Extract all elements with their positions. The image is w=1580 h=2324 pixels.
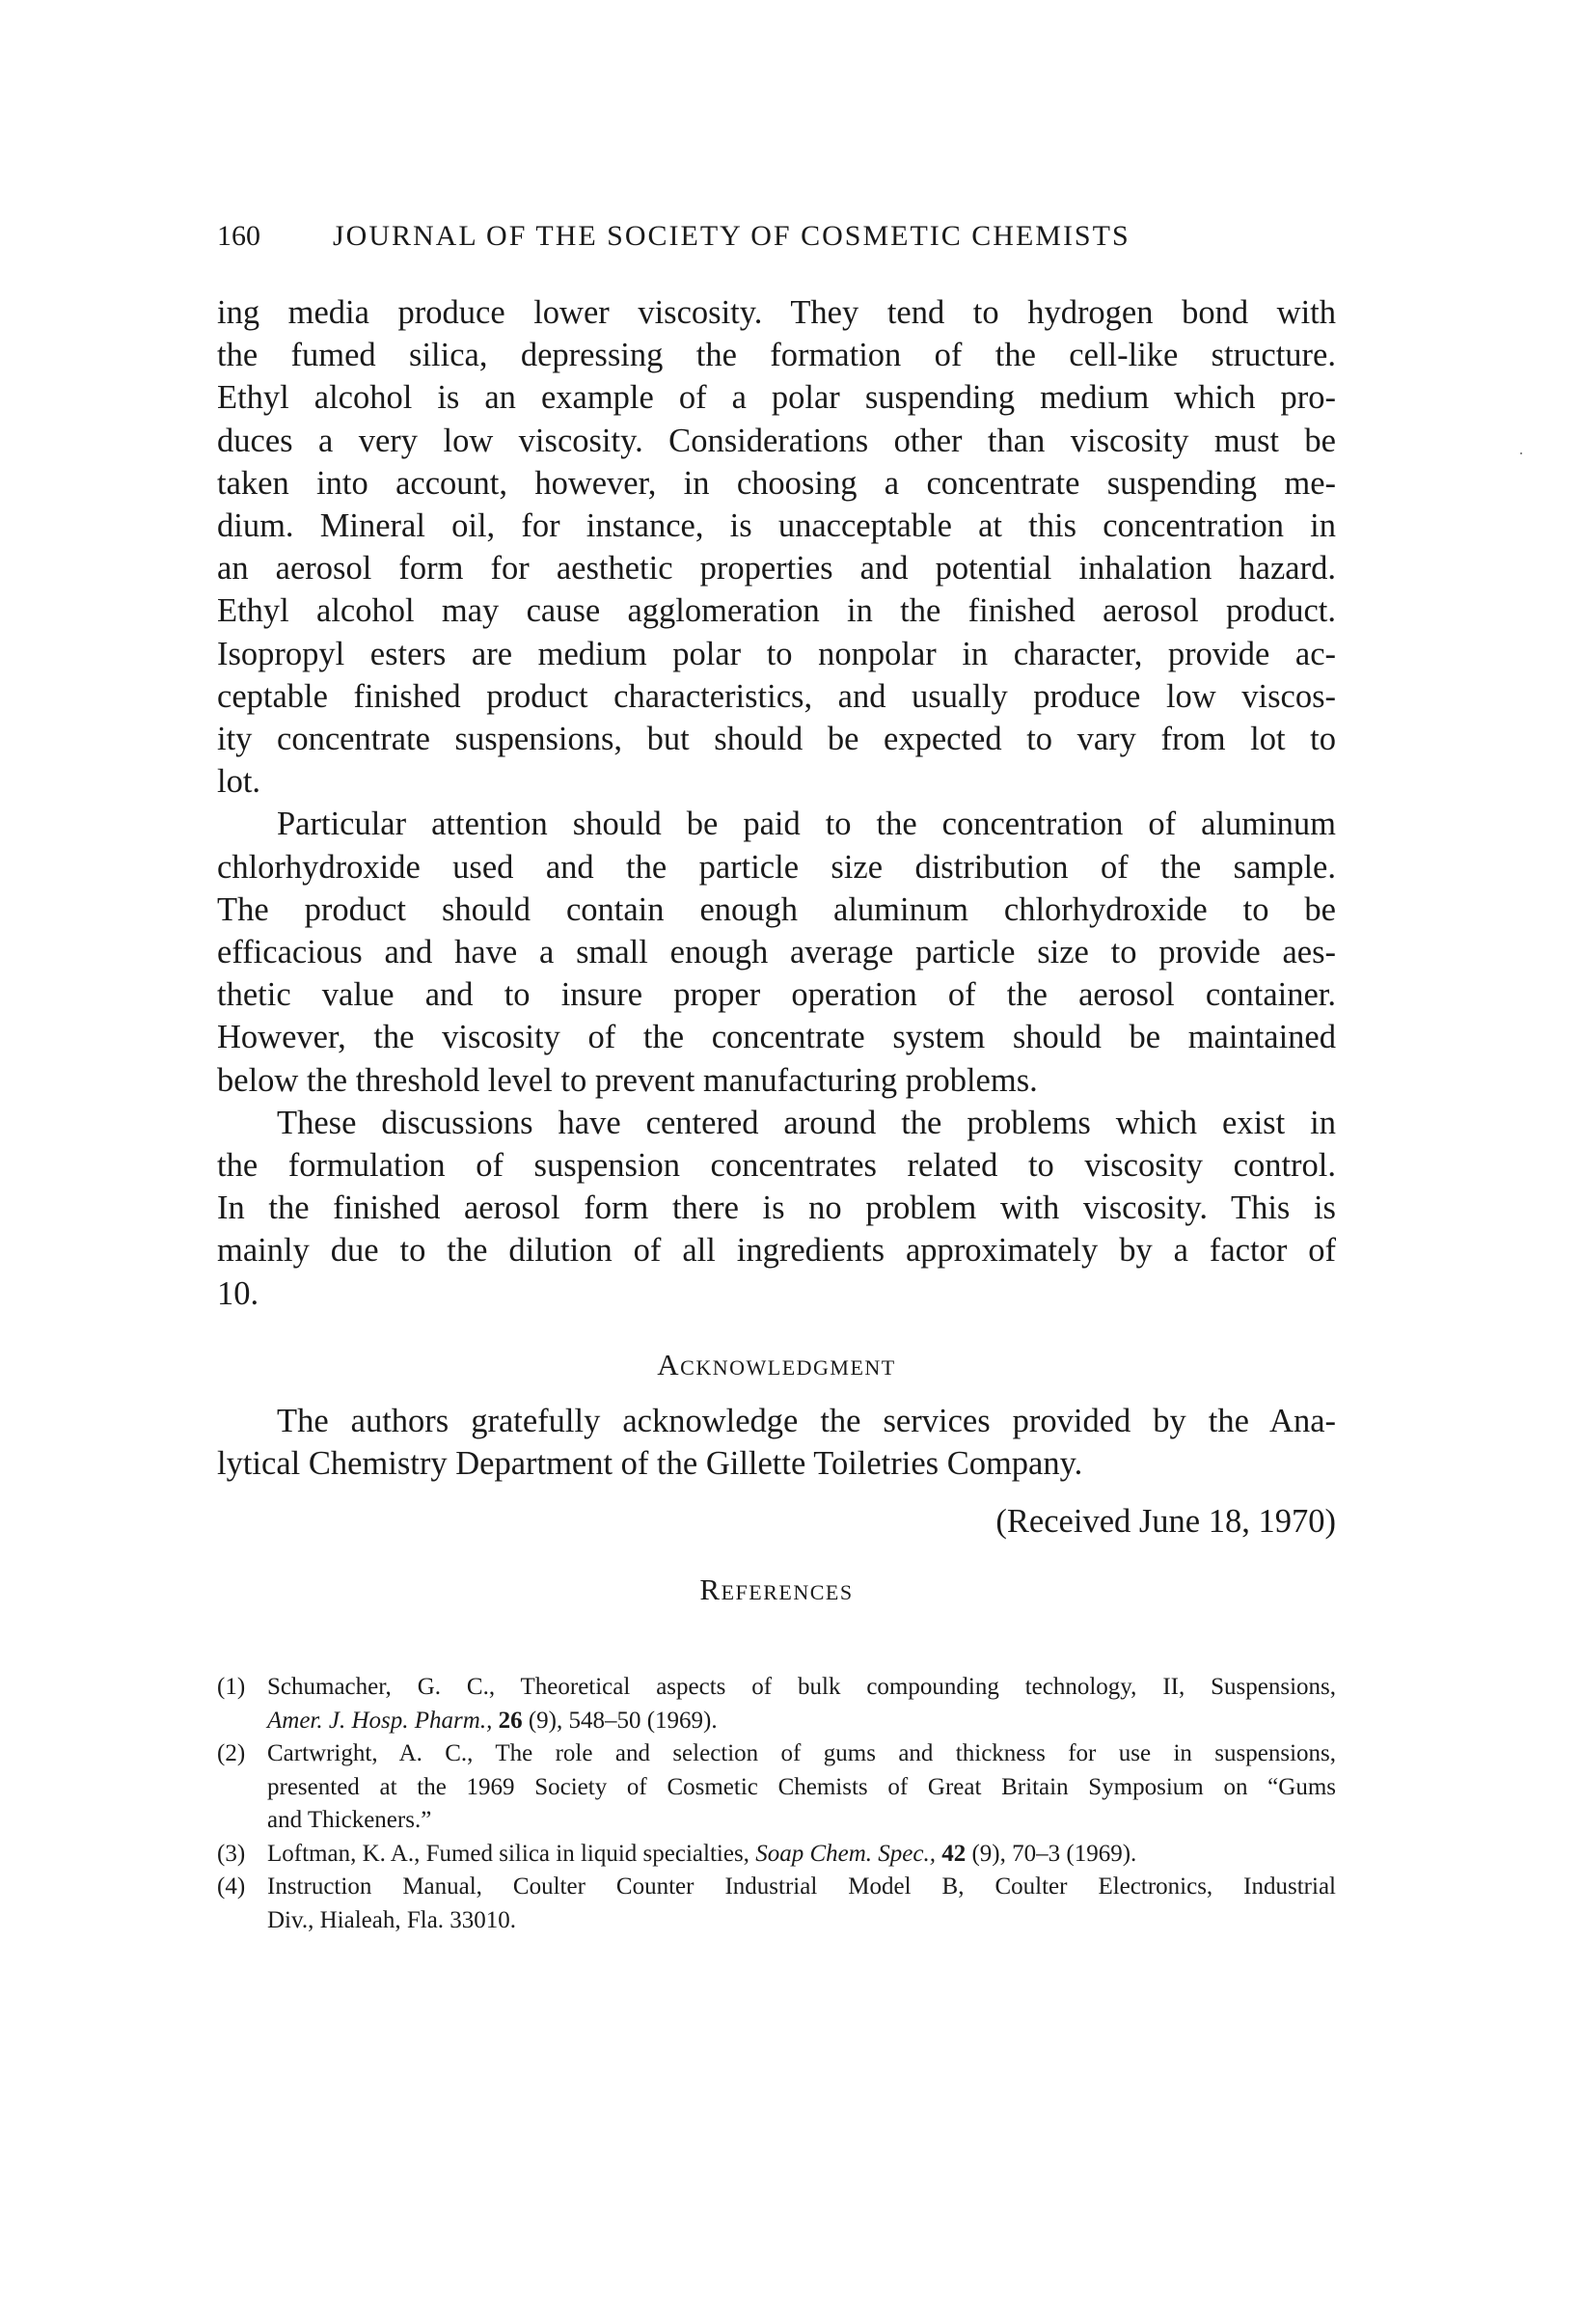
text-line: Ethyl alcohol may cause agglomeration in the finished aerosol product. — [217, 592, 1336, 630]
journal-name: Amer. J. Hosp. Pharm., — [267, 1707, 493, 1734]
text-line: efficacious and have a small enough average particle size to provide aes- — [217, 934, 1336, 971]
reference-text: Div., Hialeah, Fla. 33010. — [267, 1906, 517, 1933]
references-list — [217, 1671, 1336, 1937]
page-number: 160 — [217, 220, 260, 252]
text-line: duces a very low viscosity. Considerations other than viscosity must be — [217, 422, 1336, 459]
text-line: Isopropyl esters are medium polar to nonpolar in character, provide ac- — [217, 635, 1336, 672]
volume: 42 — [941, 1840, 967, 1867]
citation-rest: (9), 548–50 (1969). — [522, 1707, 718, 1734]
paragraph-1 — [217, 291, 1336, 803]
text-line: taken into account, however, in choosing a concentrate suspending me- — [217, 464, 1336, 502]
reference-citation — [267, 1838, 1336, 1872]
journal-title: JOURNAL OF THE SOCIETY OF COSMETIC CHEMISTS — [333, 220, 1131, 252]
text-line: These discussions have centered around the problems which exist in — [277, 1104, 1336, 1141]
reference-item — [217, 1671, 1336, 1737]
text-line: In the finished aerosol form there is no problem with viscosity. This is — [217, 1189, 1336, 1227]
text-line: below the threshold level to prevent manufacturing problems. — [217, 1061, 1038, 1099]
text-line: lot. — [217, 763, 261, 801]
text-line: 10. — [217, 1274, 259, 1312]
reference-text: presented at the 1969 Society of Cosmetic Chemists of Great Britain Symposium on “Gums — [267, 1773, 1336, 1800]
acknowledgment-heading: Acknowledgment — [657, 1347, 896, 1381]
references-heading: References — [699, 1572, 854, 1606]
reference-citation — [267, 1705, 1336, 1738]
reference-text: Cartwright, A. C., The role and selection of gums and thickness for use in suspensions, — [267, 1740, 1336, 1766]
reference-text: and Thickeners.” — [267, 1807, 432, 1833]
text-line: The authors gratefully acknowledge the services provided by the Ana- — [277, 1403, 1336, 1440]
acknowledgment-paragraph — [217, 1400, 1336, 1485]
reference-item — [217, 1838, 1336, 1872]
text-line: the fumed silica, depressing the formation of the cell-like structure. — [217, 337, 1336, 374]
text-line: However, the viscosity of the concentrate system should be maintained — [217, 1019, 1336, 1056]
text-line: thetic value and to insure proper operation of the aerosol container. — [217, 976, 1336, 1014]
text-line: dium. Mineral oil, for instance, is unacceptable at this concentration in — [217, 507, 1336, 545]
paragraph-3 — [217, 1102, 1336, 1315]
paragraph-2 — [217, 803, 1336, 1101]
text-line: ity concentrate suspensions, but should be expected to vary from lot to — [217, 721, 1336, 758]
reference-item — [217, 1737, 1336, 1838]
text-line: chlorhydroxide used and the particle size distribution of the sample. — [217, 848, 1336, 886]
text-line: Ethyl alcohol is an example of a polar suspending medium which pro- — [217, 379, 1336, 417]
reference-item — [217, 1871, 1336, 1937]
reference-number: (1) — [217, 1674, 246, 1700]
article-body — [217, 291, 1336, 1625]
volume: 26 — [498, 1707, 523, 1734]
journal-name: Soap Chem. Spec., — [755, 1840, 936, 1867]
text-line: lytical Chemistry Department of the Gillette Toiletries Company. — [217, 1445, 1083, 1483]
received-date: (Received June 18, 1970) — [995, 1503, 1336, 1541]
text-line: ing media produce lower viscosity. They tend to hydrogen bond with — [217, 294, 1336, 331]
reference-number: (3) — [217, 1840, 246, 1867]
text-line: mainly due to the dilution of all ingredients approximately by a factor of — [217, 1232, 1336, 1270]
reference-text: Schumacher, G. C., Theoretical aspects of bulk compounding technology, II, Suspensions, — [267, 1674, 1336, 1700]
reference-text: Instruction Manual, Coulter Counter Industrial Model B, Coulter Electronics, Industrial — [267, 1873, 1336, 1900]
text-line: The product should contain enough aluminum chlorhydroxide to be — [217, 890, 1336, 928]
reference-number: (4) — [217, 1873, 246, 1900]
scan-speck — [1520, 452, 1522, 454]
running-header — [217, 220, 1336, 253]
text-line: Particular attention should be paid to the concentration of aluminum — [277, 806, 1336, 843]
text-line: the formulation of suspension concentrates related to viscosity control. — [217, 1147, 1336, 1185]
text-line: ceptable finished product characteristics, and usually produce low viscos- — [217, 677, 1336, 715]
reference-text: Loftman, K. A., Fumed silica in liquid specialties, — [267, 1840, 756, 1867]
citation-rest: (9), 70–3 (1969). — [966, 1840, 1137, 1867]
reference-number: (2) — [217, 1740, 246, 1766]
text-line: an aerosol form for aesthetic properties and potential inhalation hazard. — [217, 550, 1336, 588]
